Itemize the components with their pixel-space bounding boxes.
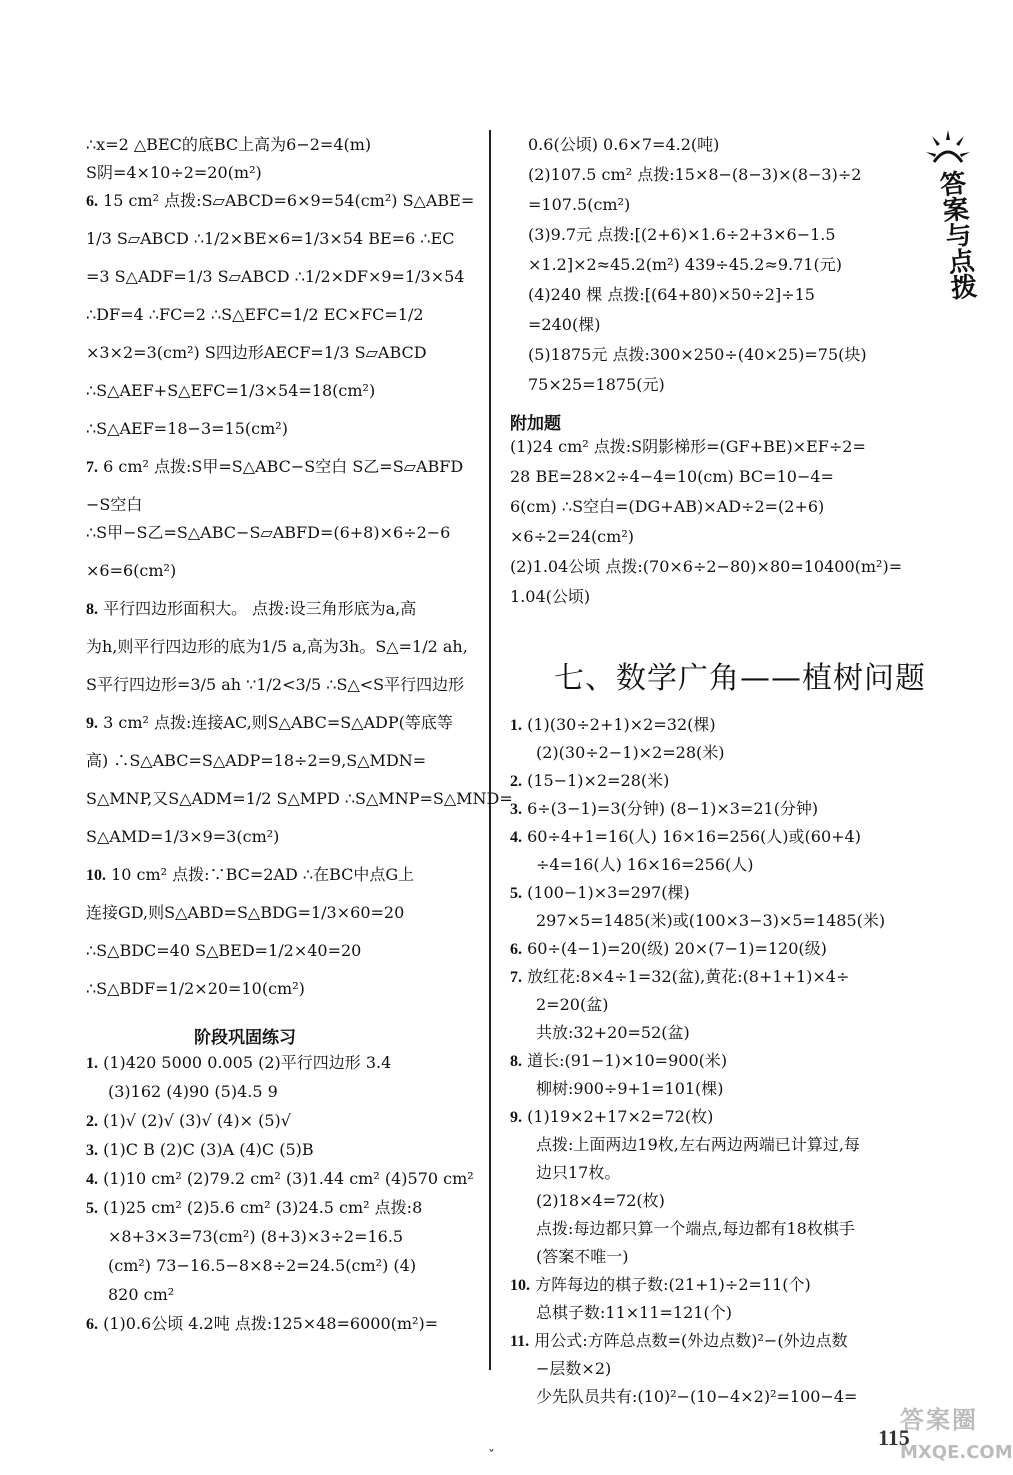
answer-text: 柳树:900÷9+1=101(棵) bbox=[536, 1079, 724, 1098]
question-number: 11. bbox=[510, 1333, 530, 1350]
answer-line bbox=[528, 195, 630, 215]
question-number: 2. bbox=[510, 773, 522, 790]
answer-text: 28 BE=28×2÷4−4=10(cm) BC=10−4= bbox=[510, 467, 834, 486]
answer-text: (100−1)×3=297(棵) bbox=[527, 883, 690, 902]
answer-line bbox=[86, 1111, 291, 1132]
answer-text: ×1.2]×2≈45.2(m²) 439÷45.2≈9.71(元) bbox=[528, 255, 842, 274]
answer-text: ×6÷2=24(cm²) bbox=[510, 527, 634, 546]
answer-line bbox=[86, 675, 464, 695]
answer-text: 点拨:每边都只算一个端点,每边都有18枚棋手 bbox=[536, 1219, 855, 1238]
answer-text: ∴S甲−S乙=S△ABC−S▱ABFD=(6+8)×6÷2−6 bbox=[86, 523, 451, 542]
answer-line bbox=[108, 1256, 416, 1276]
answer-text: 总棋子数:11×11=121(个) bbox=[536, 1303, 732, 1322]
answer-text: ∴S△AEF=18−3=15(cm²) bbox=[86, 419, 288, 438]
answer-text: 60÷(4−1)=20(级) 20×(7−1)=120(级) bbox=[527, 939, 827, 958]
question-number: 7. bbox=[86, 459, 98, 476]
answer-line bbox=[510, 527, 634, 547]
answer-text: 75×25=1875(元) bbox=[528, 375, 665, 394]
answer-text: 少先队员共有:(10)²−(10−4×2)²=100−4= bbox=[536, 1387, 858, 1406]
answer-line bbox=[510, 467, 834, 487]
answer-text: 连接GD,则S△ABD=S△BDG=1/3×60=20 bbox=[86, 903, 405, 922]
answer-line bbox=[536, 1023, 690, 1043]
answer-text: ∴S△BDC=40 S△BED=1/2×40=20 bbox=[86, 941, 362, 960]
answer-text: (1)420 5000 0.005 (2)平行四边形 3.4 bbox=[103, 1053, 392, 1072]
question-number: 3. bbox=[86, 1142, 98, 1159]
answer-badge bbox=[918, 128, 980, 318]
answer-line bbox=[86, 1198, 422, 1219]
question-number: 1. bbox=[510, 717, 522, 734]
answer-text: 道长:(91−1)×10=900(米) bbox=[527, 1051, 728, 1070]
answer-text: (1)24 cm² 点拨:S阴影梯形=(GF+BE)×EF÷2= bbox=[510, 437, 866, 456]
answer-line bbox=[528, 315, 600, 335]
watermark-en: MXQE.COM bbox=[900, 1442, 1013, 1463]
answer-line bbox=[108, 1285, 174, 1305]
answer-line bbox=[510, 827, 861, 848]
answer-line bbox=[86, 135, 371, 155]
answer-text: (3)9.7元 点拨:[(2+6)×1.6÷2+3×6−1.5 bbox=[528, 225, 836, 244]
question-number: 3. bbox=[510, 801, 522, 818]
answer-text: (4)240 棵 点拨:[(64+80)×50÷2]÷15 bbox=[528, 285, 815, 304]
answer-line bbox=[536, 1135, 860, 1155]
answer-line bbox=[86, 637, 468, 657]
question-number: 6. bbox=[86, 193, 98, 210]
answer-line bbox=[86, 163, 262, 183]
answer-text: (15−1)×2=28(米) bbox=[527, 771, 670, 790]
answer-text: 方阵每边的棋子数:(21+1)÷2=11(个) bbox=[535, 1275, 811, 1294]
answer-line bbox=[510, 715, 716, 736]
answer-text: 820 cm² bbox=[108, 1285, 175, 1304]
question-number: 10. bbox=[86, 867, 106, 884]
answer-text: S阴=4×10÷2=20(m²) bbox=[86, 163, 262, 182]
answer-line bbox=[528, 135, 719, 155]
sun-icon bbox=[926, 128, 970, 168]
bonus-heading: 附加题 bbox=[510, 414, 561, 434]
stage-heading: 阶段巩固练习 bbox=[194, 1028, 296, 1048]
answer-line bbox=[86, 941, 361, 961]
question-number: 4. bbox=[510, 829, 522, 846]
answer-text: =3 S△ADF=1/3 S▱ABCD ∴1/2×DF×9=1/3×54 bbox=[86, 267, 465, 286]
page-dot: ˇ bbox=[488, 1448, 495, 1464]
answer-text: (1)0.6公顷 4.2吨 点拨:125×48=6000(m²)= bbox=[103, 1314, 439, 1333]
answer-text: ×3×2=3(cm²) S四边形AECF=1/3 S▱ABCD bbox=[86, 343, 427, 362]
question-number: 2. bbox=[86, 1113, 98, 1130]
answer-text: 10 cm² 点拨:∵BC=2AD ∴在BC中点G上 bbox=[111, 865, 415, 884]
question-number: 8. bbox=[86, 601, 98, 618]
answer-text: (2)(30÷2−1)×2=28(米) bbox=[536, 743, 725, 762]
answer-line bbox=[510, 799, 818, 820]
answer-text: 15 cm² 点拨:S▱ABCD=6×9=54(cm²) S△ABE= bbox=[103, 191, 475, 210]
watermark bbox=[900, 1400, 1013, 1470]
answer-line bbox=[528, 285, 815, 305]
answer-line bbox=[510, 939, 827, 960]
answer-line bbox=[536, 1303, 732, 1323]
answer-text: 放红花:8×4÷1=32(盆),黄花:(8+1+1)×4÷ bbox=[527, 967, 850, 986]
answer-line bbox=[528, 255, 842, 275]
answer-line bbox=[536, 1163, 620, 1183]
answer-line bbox=[86, 751, 426, 771]
answer-line bbox=[510, 967, 849, 988]
answer-line bbox=[86, 229, 454, 249]
answer-text: −层数×2) bbox=[536, 1359, 612, 1378]
answer-line bbox=[86, 865, 414, 886]
answer-line bbox=[108, 1082, 278, 1102]
column-divider bbox=[489, 130, 491, 1370]
answer-text: (cm²) 73−16.5−8×8÷2=24.5(cm²) (4) bbox=[108, 1256, 417, 1275]
answer-text: ∴S△AEF+S△EFC=1/3×54=18(cm²) bbox=[86, 381, 376, 400]
answer-text: ÷4=16(人) 16×16=256(人) bbox=[536, 855, 754, 874]
answer-text: 6 cm² 点拨:S甲=S△ABC−S空白 S乙=S▱ABFD bbox=[103, 457, 464, 476]
answer-text: −S空白 bbox=[86, 495, 143, 514]
question-number: 5. bbox=[510, 885, 522, 902]
answer-line bbox=[536, 855, 753, 875]
answer-line bbox=[510, 1051, 727, 1072]
question-number: 8. bbox=[510, 1053, 522, 1070]
question-number: 5. bbox=[86, 1200, 98, 1217]
answer-line bbox=[86, 419, 288, 439]
answer-line bbox=[510, 771, 669, 792]
answer-text: (1)25 cm² (2)5.6 cm² (3)24.5 cm² 点拨:8 bbox=[103, 1198, 423, 1217]
question-number: 9. bbox=[86, 715, 98, 732]
answer-line bbox=[86, 1314, 438, 1335]
question-number: 10. bbox=[510, 1277, 530, 1294]
answer-text: S△MNP,又S△ADM=1/2 S△MPD ∴S△MNP=S△MND= bbox=[86, 789, 513, 808]
answer-text: 点拨:上面两边19枚,左右两边两端已计算过,每 bbox=[536, 1135, 860, 1154]
answer-line bbox=[86, 713, 453, 734]
answer-line bbox=[510, 1107, 713, 1128]
answer-text: (1)√ (2)√ (3)√ (4)× (5)√ bbox=[103, 1111, 291, 1130]
answer-text: 60÷4+1=16(人) 16×16=256(人)或(60+4) bbox=[527, 827, 861, 846]
answer-text: ×6=6(cm²) bbox=[86, 561, 177, 580]
question-number: 1. bbox=[86, 1055, 98, 1072]
answer-line bbox=[510, 437, 866, 457]
answer-text: (3)162 (4)90 (5)4.5 9 bbox=[108, 1082, 278, 1101]
answer-line bbox=[536, 743, 725, 763]
answer-text: 6(cm) ∴S空白=(DG+AB)×AD÷2=(2+6) bbox=[510, 497, 825, 516]
answer-text: 0.6(公顷) 0.6×7=4.2(吨) bbox=[528, 135, 720, 154]
answer-line bbox=[86, 1169, 474, 1190]
answer-text: 1/3 S▱ABCD ∴1/2×BE×6=1/3×54 BE=6 ∴EC bbox=[86, 229, 455, 248]
answer-text: 为h,则平行四边形的底为1/5 a,高为3h。S△=1/2 ah, bbox=[86, 637, 468, 656]
answer-text: 2=20(盆) bbox=[536, 995, 609, 1014]
answer-text: 边只17枚。 bbox=[536, 1163, 621, 1182]
answer-line bbox=[536, 1079, 724, 1099]
answer-text: S△AMD=1/3×9=3(cm²) bbox=[86, 827, 280, 846]
answer-text: (2)18×4=72(枚) bbox=[536, 1191, 665, 1210]
answer-text: (答案不唯一) bbox=[536, 1247, 629, 1266]
answer-line bbox=[86, 561, 176, 581]
answer-text: =107.5(cm²) bbox=[528, 195, 631, 214]
answer-text: (1)19×2+17×2=72(枚) bbox=[527, 1107, 714, 1126]
answer-text: (1)C B (2)C (3)A (4)C (5)B bbox=[103, 1140, 314, 1159]
question-number: 6. bbox=[86, 1316, 98, 1333]
answer-line bbox=[86, 599, 416, 620]
answer-text: S平行四边形=3/5 ah ∵1/2<3/5 ∴S△<S平行四边形 bbox=[86, 675, 465, 694]
answer-line bbox=[86, 827, 279, 847]
answer-line bbox=[86, 457, 463, 478]
answer-line bbox=[108, 1227, 403, 1247]
question-number: 4. bbox=[86, 1171, 98, 1188]
answer-line bbox=[536, 1191, 665, 1211]
answer-line bbox=[86, 495, 142, 515]
answer-text: 用公式:方阵总点数=(外边点数)²−(外边点数 bbox=[534, 1331, 848, 1350]
answer-text: ×8+3×3=73(cm²) (8+3)×3÷2=16.5 bbox=[108, 1227, 404, 1246]
answer-text: 297×5=1485(米)或(100×3−3)×5=1485(米) bbox=[536, 911, 886, 930]
answer-line bbox=[86, 343, 427, 363]
answer-text: =240(棵) bbox=[528, 315, 601, 334]
answer-line bbox=[510, 587, 590, 607]
answer-text: (5)1875元 点拨:300×250÷(40×25)=75(块) bbox=[528, 345, 867, 364]
answer-line bbox=[528, 375, 665, 395]
answer-line bbox=[86, 789, 513, 809]
answer-line bbox=[528, 345, 867, 365]
answer-badge-text: 答案与点拨 bbox=[934, 168, 978, 302]
watermark-cn: 答案圈 bbox=[900, 1406, 978, 1434]
answer-line bbox=[86, 381, 375, 401]
answer-text: (2)1.04公顷 点拨:(70×6÷2−80)×80=10400(m²)= bbox=[510, 557, 903, 576]
answer-line bbox=[86, 523, 450, 543]
answer-line bbox=[536, 911, 885, 931]
answer-line bbox=[86, 267, 464, 287]
answer-text: 1.04(公顷) bbox=[510, 587, 591, 606]
answer-line bbox=[536, 995, 608, 1015]
answer-text: ∴DF=4 ∴FC=2 ∴S△EFC=1/2 EC×FC=1/2 bbox=[86, 305, 424, 324]
answer-line bbox=[510, 557, 902, 577]
answer-text: 平行四边形面积大。 点拨:设三角形底为a,高 bbox=[103, 599, 417, 618]
answer-text: (2)107.5 cm² 点拨:15×8−(8−3)×(8−3)÷2 bbox=[528, 165, 862, 184]
answer-line bbox=[510, 883, 690, 904]
answer-line bbox=[86, 191, 474, 212]
answer-text: 3 cm² 点拨:连接AC,则S△ABC=S△ADP(等底等 bbox=[103, 713, 453, 732]
answer-line bbox=[536, 1359, 611, 1379]
chapter-title: 七、数学广角——植树问题 bbox=[554, 661, 926, 696]
answer-text: ∴S△BDF=1/2×20=10(cm²) bbox=[86, 979, 305, 998]
answer-line bbox=[86, 1140, 314, 1161]
answer-text: (1)10 cm² (2)79.2 cm² (3)1.44 cm² (4)570 cm² bbox=[103, 1169, 474, 1188]
answer-line bbox=[536, 1247, 629, 1267]
page-number: 115 bbox=[878, 1425, 910, 1450]
answer-text: 共放:32+20=52(盆) bbox=[536, 1023, 690, 1042]
answer-line bbox=[510, 1331, 848, 1352]
answer-line bbox=[86, 305, 424, 325]
answer-text: (1)(30÷2+1)×2=32(棵) bbox=[527, 715, 716, 734]
answer-line bbox=[510, 497, 824, 517]
question-number: 9. bbox=[510, 1109, 522, 1126]
answer-line bbox=[510, 1275, 811, 1296]
answer-line bbox=[528, 165, 861, 185]
question-number: 7. bbox=[510, 969, 522, 986]
answer-line bbox=[536, 1387, 857, 1407]
answer-line bbox=[86, 979, 305, 999]
answer-text: 6÷(3−1)=3(分钟) (8−1)×3=21(分钟) bbox=[527, 799, 819, 818]
question-number: 6. bbox=[510, 941, 522, 958]
answer-text: 高) ∴S△ABC=S△ADP=18÷2=9,S△MDN= bbox=[86, 751, 427, 770]
answer-line bbox=[86, 903, 404, 923]
answer-line bbox=[86, 1053, 391, 1074]
answer-text: ∴x=2 △BEC的底BC上高为6−2=4(m) bbox=[86, 135, 372, 154]
answer-line bbox=[536, 1219, 855, 1239]
answer-line bbox=[528, 225, 836, 245]
